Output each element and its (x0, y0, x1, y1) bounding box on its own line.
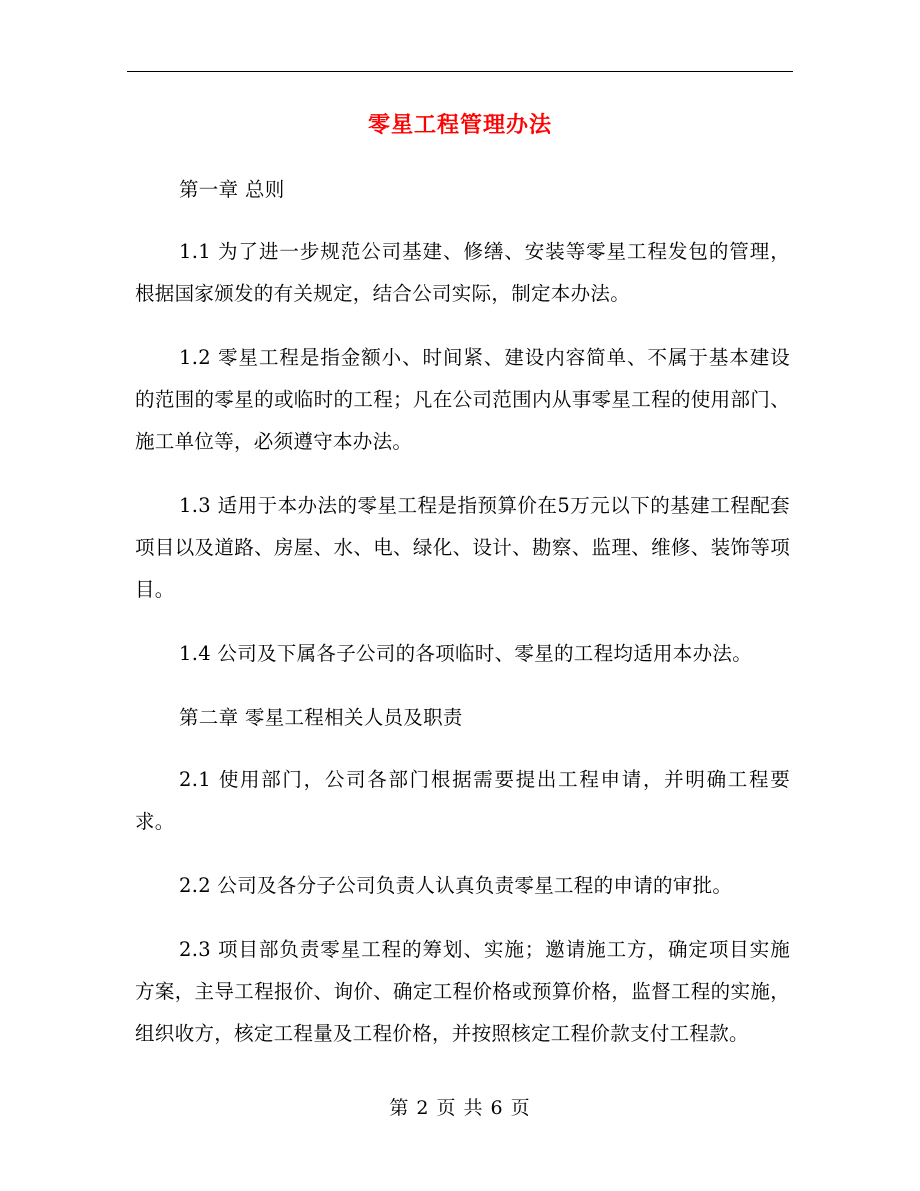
paragraph-1-3: 1.3 适用于本办法的零星工程是指预算价在5万元以下的基建工程配套项目以及道路、房屋、水、电、绿化、设计、勘察、监理、维修、装饰等项目。 (135, 494, 790, 601)
paragraph-1-2: 1.2 零星工程是指金额小、时间紧、建设内容简单、不属于基本建设的范围的零星的或临时的工程；凡在公司范围内从事零星工程的使用部门、施工单位等，必须遵守本办法。 (135, 346, 790, 453)
header-rule (127, 71, 793, 72)
document-body (135, 169, 790, 1077)
paragraph-1-4: 1.4 公司及下属各子公司的各项临时、零星的工程均适用本办法。 (179, 642, 753, 665)
page-number-footer: 第 2 页 共 6 页 (389, 1097, 531, 1119)
chapter-heading-2: 第二章 零星工程相关人员及职责 (179, 706, 463, 729)
paragraph-2-1: 2.1 使用部门，公司各部门根据需要提出工程申请，并明确工程要求。 (135, 768, 790, 833)
document-title: 零星工程管理办法 (367, 112, 552, 138)
chapter-heading-1: 第一章 总则 (179, 178, 285, 201)
paragraph-1-1: 1.1 为了进一步规范公司基建、修缮、安装等零星工程发包的管理，根据国家颁发的有关规定，结合公司实际，制定本办法。 (135, 240, 790, 305)
paragraph-2-2: 2.2 公司及各分子公司负责人认真负责零星工程的申请的审批。 (179, 874, 733, 897)
paragraph-2-3: 2.3 项目部负责零星工程的筹划、实施；邀请施工方，确定项目实施方案，主导工程报价、询价、确定工程价格或预算价格，监督工程的实施，组织收方，核定工程量及工程价格，并按照核定工程价款支付工程款。 (135, 938, 790, 1045)
